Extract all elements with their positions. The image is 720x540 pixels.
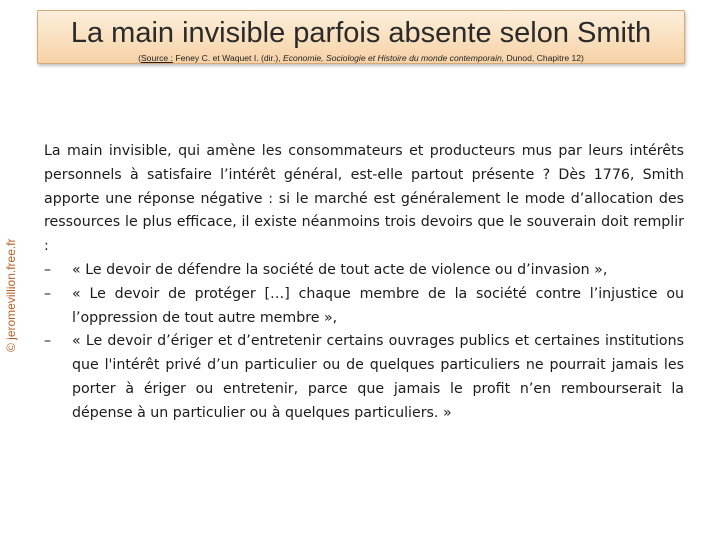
duties-list bbox=[44, 259, 684, 426]
main-text bbox=[44, 140, 684, 426]
source-citation: (Source : Feney C. et Waquet I. (dir.), Economie, Sociologie et Histoire du monde contemporain, Dunod, Chapitre 12) bbox=[138, 53, 584, 63]
source-label: Source : bbox=[140, 53, 173, 63]
bullet-dash: – bbox=[44, 261, 52, 278]
duty-item bbox=[44, 259, 684, 283]
bullet-dash: – bbox=[44, 333, 52, 350]
source-authors: Feney C. et Waquet I. (dir.), bbox=[175, 53, 281, 63]
title-banner bbox=[37, 10, 685, 64]
duty-text: « Le devoir de protéger […] chaque membre de la société contre l’injustice ou l’oppression de tout autre membre », bbox=[72, 285, 684, 326]
source-book-title: Economie, Sociologie et Histoire du monde contemporain, bbox=[282, 53, 505, 63]
duty-item bbox=[44, 283, 684, 331]
slide-title: La main invisible parfois absente selon Smith bbox=[70, 17, 652, 49]
duty-text: « Le devoir de défendre la société de tout acte de violence ou d’invasion », bbox=[72, 261, 608, 278]
bullet-dash: – bbox=[44, 285, 52, 302]
watermark-text: © jeromevillion.free.fr bbox=[4, 238, 18, 352]
intro-paragraph: La main invisible, qui amène les consommateurs et producteurs mus par leurs intérêts personnels à satisfaire l’intérêt général, est-elle partout présente ? Dès 1776, Smith apporte une réponse négative : si le marché est généralement le mode d’allocation des ressources le plus efficace, il existe néanmoins trois devoirs que le souverain doit remplir : bbox=[44, 143, 684, 255]
copyright-watermark bbox=[0, 238, 22, 374]
duty-item bbox=[44, 330, 684, 425]
duty-text: « Le devoir d’ériger et d’entretenir certains ouvrages publics et certaines institutions que l'intérêt privé d’un particulier ou de quelques particuliers ne pourrait jamais les porter à ériger ou entretenir, parce que jamais le profit n’en rembourserait la dépense à un particulier ou à quelques particuliers. » bbox=[72, 333, 684, 421]
source-publisher: Dunod, Chapitre 12) bbox=[506, 53, 584, 63]
